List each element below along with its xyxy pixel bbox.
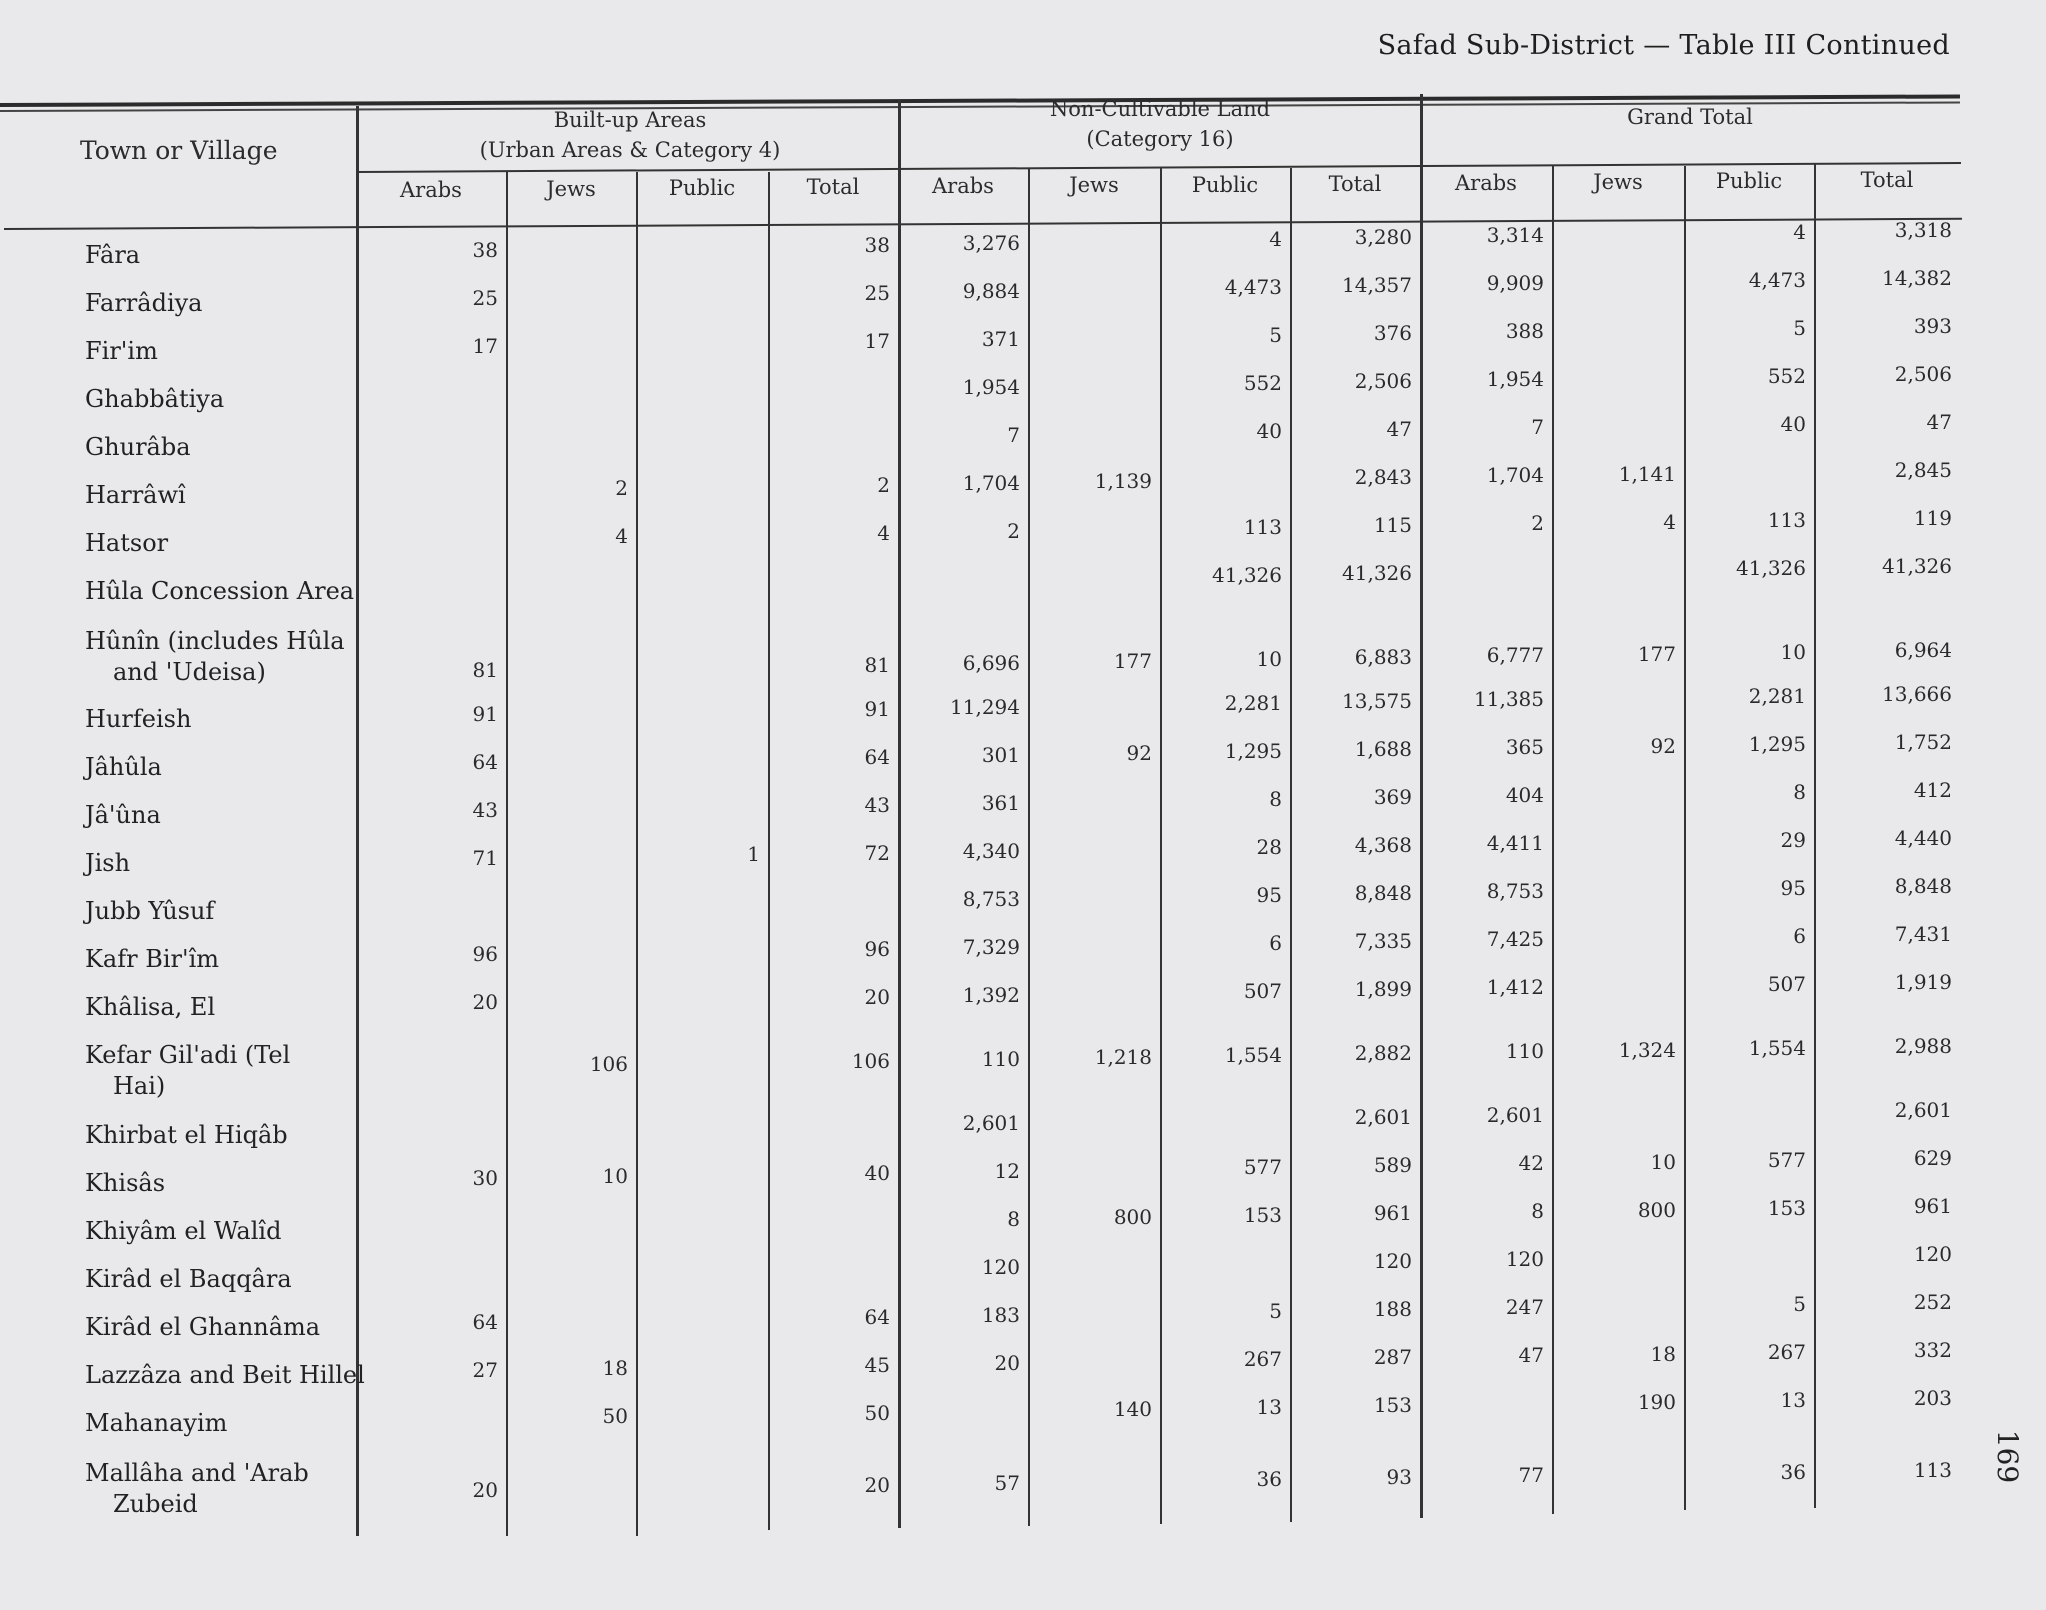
cell-built-up-total: 20 — [864, 1472, 890, 1497]
cell-non-cultivable-public: 113 — [1243, 515, 1282, 540]
cell-non-cultivable-public: 4,473 — [1224, 275, 1282, 300]
cell-built-up-total: 96 — [864, 936, 890, 961]
cell-non-cultivable-total: 115 — [1373, 513, 1412, 538]
cell-grand-total-arabs: 388 — [1505, 319, 1544, 344]
town-name-line1: Mallâha and 'Arab — [85, 1459, 309, 1487]
cell-grand-total-arabs: 1,704 — [1486, 463, 1544, 488]
town-name-line1: Kirâd el Ghannâma — [85, 1313, 321, 1341]
group-header-line1: Non-Cultivable Land — [1049, 97, 1271, 121]
cell-built-up-jews: 10 — [602, 1164, 628, 1189]
town-name — [85, 626, 375, 688]
cell-grand-total-total: 332 — [1913, 1338, 1952, 1362]
cell-built-up-arabs: 20 — [472, 1478, 498, 1502]
town-name-line1: Farrâdiya — [85, 289, 203, 317]
town-name-line1: Khiyâm el Walîd — [85, 1217, 282, 1245]
cell-non-cultivable-total: 3,280 — [1354, 225, 1412, 250]
cell-non-cultivable-total: 13,575 — [1342, 689, 1412, 714]
cell-grand-total-total: 629 — [1913, 1146, 1952, 1170]
cell-non-cultivable-total: 1,899 — [1354, 977, 1412, 1002]
cell-grand-total-total: 6,964 — [1894, 638, 1952, 662]
cell-grand-total-jews: 1,141 — [1618, 461, 1676, 486]
cell-grand-total-arabs: 42 — [1518, 1151, 1544, 1176]
town-name-line1: Hûnîn (includes Hûla — [85, 627, 345, 655]
cell-grand-total-jews: 800 — [1637, 1197, 1676, 1222]
town-name — [85, 240, 375, 271]
cell-non-cultivable-total: 369 — [1373, 785, 1412, 810]
town-name-line1: Hatsor — [85, 529, 169, 557]
cell-grand-total-total: 252 — [1913, 1290, 1952, 1314]
cell-grand-total-public: 2,281 — [1748, 683, 1806, 708]
cell-grand-total-arabs: 120 — [1505, 1247, 1544, 1272]
cell-non-cultivable-public: 8 — [1269, 787, 1282, 812]
cell-grand-total-total: 203 — [1913, 1386, 1952, 1410]
cell-grand-total-public: 552 — [1767, 363, 1806, 388]
cell-non-cultivable-total: 47 — [1386, 417, 1412, 442]
cell-grand-total-total: 8,848 — [1894, 874, 1952, 898]
cell-non-cultivable-public: 41,326 — [1212, 563, 1282, 588]
subheader-public: Public — [1191, 172, 1259, 197]
town-name — [85, 576, 375, 607]
group-header-line2: (Category 16) — [1086, 127, 1234, 151]
cell-grand-total-public: 6 — [1793, 923, 1806, 948]
town-name — [85, 432, 375, 463]
cell-grand-total-jews: 177 — [1637, 641, 1676, 666]
cell-built-up-jews: 106 — [589, 1052, 628, 1077]
cell-non-cultivable-arabs: 120 — [981, 1254, 1020, 1279]
cell-non-cultivable-total: 14,357 — [1342, 273, 1412, 298]
cell-non-cultivable-total: 961 — [1373, 1201, 1412, 1226]
cell-non-cultivable-arabs: 7,329 — [962, 934, 1020, 959]
town-name — [85, 1458, 375, 1520]
cell-grand-total-public: 4,473 — [1748, 267, 1806, 292]
cell-non-cultivable-public: 13 — [1256, 1395, 1282, 1420]
cell-built-up-total: 43 — [864, 792, 890, 817]
cell-non-cultivable-public: 267 — [1243, 1347, 1282, 1372]
column-divider — [898, 100, 901, 1528]
cell-grand-total-arabs: 7,425 — [1486, 927, 1544, 952]
cell-grand-total-total: 4,440 — [1894, 826, 1952, 850]
cell-grand-total-public: 1,554 — [1748, 1035, 1806, 1060]
town-name-line1: Ghabbâtiya — [85, 385, 225, 413]
cell-grand-total-arabs: 247 — [1505, 1295, 1544, 1320]
cell-non-cultivable-arabs: 8 — [1007, 1206, 1020, 1231]
cell-built-up-jews: 18 — [602, 1356, 628, 1381]
town-name — [85, 848, 375, 879]
cell-built-up-arabs: 43 — [472, 798, 498, 822]
town-name — [85, 992, 375, 1023]
town-name — [85, 1408, 375, 1439]
group-header-line2: (Urban Areas & Category 4) — [479, 138, 781, 162]
cell-non-cultivable-arabs: 3,276 — [962, 230, 1020, 255]
cell-non-cultivable-arabs: 7 — [1007, 422, 1020, 447]
cell-non-cultivable-total: 8,848 — [1354, 881, 1412, 906]
cell-grand-total-public: 113 — [1767, 507, 1806, 532]
subheader-arabs: Arabs — [932, 174, 994, 199]
cell-grand-total-jews: 190 — [1637, 1389, 1676, 1414]
cell-non-cultivable-arabs: 371 — [981, 326, 1020, 351]
town-name — [85, 336, 375, 367]
cell-grand-total-total: 412 — [1913, 778, 1952, 802]
cell-non-cultivable-total: 2,601 — [1354, 1105, 1412, 1130]
subheader-jews: Jews — [1593, 169, 1643, 194]
town-name-line2: and 'Udeisa) — [113, 658, 266, 686]
cell-grand-total-arabs: 8 — [1531, 1199, 1544, 1224]
subheader-total: Total — [1860, 168, 1914, 192]
cell-non-cultivable-total: 2,843 — [1354, 465, 1412, 490]
cell-grand-total-arabs: 1,954 — [1486, 367, 1544, 392]
cell-non-cultivable-arabs: 12 — [994, 1158, 1020, 1183]
cell-built-up-jews: 2 — [615, 476, 628, 501]
cell-non-cultivable-public: 40 — [1256, 419, 1282, 444]
town-name-line1: Lazzâza and Beit Hillel — [85, 1361, 365, 1389]
cell-built-up-total: 20 — [864, 984, 890, 1009]
cell-non-cultivable-arabs: 57 — [994, 1470, 1020, 1495]
cell-non-cultivable-public: 5 — [1269, 323, 1282, 348]
cell-built-up-arabs: 96 — [472, 942, 498, 966]
cell-built-up-arabs: 25 — [472, 286, 498, 310]
group-header-grand-total — [1420, 102, 1960, 132]
cell-grand-total-total: 3,318 — [1894, 218, 1952, 242]
cell-grand-total-total: 2,506 — [1894, 362, 1952, 386]
cell-non-cultivable-jews: 92 — [1126, 740, 1152, 765]
cell-grand-total-arabs: 47 — [1518, 1343, 1544, 1368]
town-name-line2: Hai) — [113, 1072, 166, 1100]
subheader-arabs: Arabs — [1455, 170, 1517, 195]
cell-built-up-total: 2 — [877, 472, 890, 497]
cell-grand-total-arabs: 365 — [1505, 735, 1544, 760]
town-name-line1: Mahanayim — [85, 1409, 228, 1437]
cell-grand-total-total: 2,988 — [1894, 1034, 1952, 1058]
cell-grand-total-jews: 4 — [1663, 509, 1676, 534]
cell-non-cultivable-public: 552 — [1243, 371, 1282, 396]
town-name — [85, 480, 375, 511]
subheader-total: Total — [1328, 171, 1382, 196]
cell-built-up-arabs: 81 — [472, 658, 498, 682]
cell-built-up-arabs: 20 — [472, 990, 498, 1014]
cell-non-cultivable-total: 41,326 — [1342, 561, 1412, 586]
group-header-built-up — [360, 105, 900, 165]
cell-grand-total-public: 13 — [1780, 1387, 1806, 1412]
town-name-line1: Jubb Yûsuf — [85, 897, 215, 925]
header-bottom-rule — [4, 218, 1962, 230]
cell-grand-total-public: 8 — [1793, 779, 1806, 804]
cell-non-cultivable-arabs: 183 — [981, 1302, 1020, 1327]
cell-non-cultivable-arabs: 11,294 — [950, 694, 1020, 719]
town-name-line1: Khâlisa, El — [85, 993, 216, 1021]
cell-grand-total-total: 119 — [1913, 506, 1952, 530]
cell-grand-total-arabs: 404 — [1505, 783, 1544, 808]
column-divider — [636, 172, 638, 1536]
cell-built-up-arabs: 30 — [472, 1166, 498, 1190]
cell-grand-total-arabs: 2,601 — [1486, 1103, 1544, 1128]
cell-built-up-total: 72 — [864, 840, 890, 865]
cell-grand-total-jews: 92 — [1650, 733, 1676, 758]
cell-grand-total-total: 7,431 — [1894, 922, 1952, 946]
cell-grand-total-arabs: 1,412 — [1486, 975, 1544, 1000]
cell-grand-total-total: 961 — [1913, 1194, 1952, 1218]
town-name-line1: Harrâwî — [85, 481, 186, 509]
town-name — [85, 944, 375, 975]
cell-grand-total-arabs: 3,314 — [1486, 223, 1544, 248]
town-name-line1: Ghurâba — [85, 433, 191, 461]
cell-grand-total-total: 1,919 — [1894, 970, 1952, 994]
cell-grand-total-total: 2,845 — [1894, 458, 1952, 482]
cell-non-cultivable-jews: 800 — [1113, 1204, 1152, 1229]
cell-built-up-total: 64 — [864, 1304, 890, 1329]
cell-grand-total-total: 113 — [1913, 1458, 1952, 1482]
cell-grand-total-arabs: 8,753 — [1486, 879, 1544, 904]
town-name-line2: Zubeid — [113, 1490, 198, 1518]
cell-non-cultivable-total: 287 — [1373, 1345, 1412, 1370]
cell-non-cultivable-total: 188 — [1373, 1297, 1412, 1322]
cell-grand-total-total: 47 — [1926, 410, 1952, 434]
cell-built-up-arabs: 64 — [472, 1310, 498, 1334]
town-name-line1: Fâra — [85, 241, 141, 269]
cell-non-cultivable-total: 1,688 — [1354, 737, 1412, 762]
cell-grand-total-total: 2,601 — [1894, 1098, 1952, 1122]
cell-grand-total-total: 14,382 — [1882, 266, 1952, 290]
cell-grand-total-total: 13,666 — [1882, 682, 1952, 706]
cell-built-up-arabs: 64 — [472, 750, 498, 774]
town-name-line1: Kafr Bir'îm — [85, 945, 220, 973]
cell-grand-total-total: 41,326 — [1882, 554, 1952, 578]
cell-built-up-jews: 4 — [615, 524, 628, 549]
town-name — [85, 528, 375, 559]
column-divider — [1420, 94, 1423, 1518]
town-name — [85, 1120, 375, 1151]
cell-non-cultivable-public: 6 — [1269, 931, 1282, 956]
cell-grand-total-public: 1,295 — [1748, 731, 1806, 756]
cell-non-cultivable-public: 2,281 — [1224, 691, 1282, 716]
town-name-line1: Khirbat el Hiqâb — [85, 1121, 288, 1149]
cell-non-cultivable-total: 589 — [1373, 1153, 1412, 1178]
cell-grand-total-public: 5 — [1793, 1291, 1806, 1316]
cell-non-cultivable-total: 6,883 — [1354, 645, 1412, 670]
cell-built-up-jews: 50 — [602, 1404, 628, 1429]
group-header-line1: Grand Total — [1627, 105, 1753, 129]
cell-non-cultivable-public: 507 — [1243, 979, 1282, 1004]
cell-non-cultivable-arabs: 1,392 — [962, 982, 1020, 1007]
town-name-line1: Hurfeish — [85, 705, 192, 733]
cell-grand-total-arabs: 11,385 — [1474, 687, 1544, 712]
cell-grand-total-public: 95 — [1780, 875, 1806, 900]
cell-grand-total-arabs: 110 — [1505, 1039, 1544, 1064]
column-divider — [506, 172, 508, 1536]
cell-built-up-total: 64 — [864, 744, 890, 769]
cell-non-cultivable-total: 7,335 — [1354, 929, 1412, 954]
cell-built-up-total: 4 — [877, 520, 890, 545]
cell-non-cultivable-arabs: 1,954 — [962, 374, 1020, 399]
cell-grand-total-public: 41,326 — [1736, 555, 1806, 580]
column-divider — [1028, 168, 1030, 1526]
town-name-line1: Khisâs — [85, 1169, 166, 1197]
cell-grand-total-arabs: 6,777 — [1486, 643, 1544, 668]
cell-grand-total-public: 10 — [1780, 639, 1806, 664]
subheader-public: Public — [668, 176, 736, 201]
cell-non-cultivable-jews: 140 — [1113, 1396, 1152, 1421]
cell-non-cultivable-public: 1,295 — [1224, 739, 1282, 764]
cell-built-up-total: 50 — [864, 1400, 890, 1425]
town-name — [85, 1264, 375, 1295]
cell-non-cultivable-arabs: 20 — [994, 1350, 1020, 1375]
town-name — [85, 1168, 375, 1199]
cell-non-cultivable-arabs: 8,753 — [962, 886, 1020, 911]
column-divider — [1160, 168, 1162, 1524]
subheader-jews: Jews — [546, 177, 596, 202]
cell-grand-total-total: 393 — [1913, 314, 1952, 338]
town-name — [85, 288, 375, 319]
town-name-line1: Hûla Concession Area — [85, 577, 355, 605]
town-name — [85, 384, 375, 415]
cell-non-cultivable-arabs: 2 — [1007, 518, 1020, 543]
cell-non-cultivable-public: 28 — [1256, 835, 1282, 860]
cell-grand-total-jews: 1,324 — [1618, 1037, 1676, 1062]
cell-built-up-arabs: 38 — [472, 238, 498, 262]
cell-grand-total-arabs: 2 — [1531, 511, 1544, 536]
cell-grand-total-jews: 10 — [1650, 1149, 1676, 1174]
cell-non-cultivable-arabs: 2,601 — [962, 1110, 1020, 1135]
cell-grand-total-total: 1,752 — [1894, 730, 1952, 754]
column-divider — [1290, 168, 1292, 1522]
cell-built-up-total: 38 — [864, 232, 890, 257]
subheader-total: Total — [806, 175, 860, 200]
cell-grand-total-public: 29 — [1780, 827, 1806, 852]
cell-grand-total-public: 153 — [1767, 1195, 1806, 1220]
town-name — [85, 896, 375, 927]
cell-non-cultivable-total: 2,506 — [1354, 369, 1412, 394]
cell-grand-total-public: 267 — [1767, 1339, 1806, 1364]
cell-built-up-arabs: 17 — [472, 334, 498, 358]
cell-grand-total-public: 36 — [1780, 1459, 1806, 1484]
town-name — [85, 1312, 375, 1343]
page-title: Safad Sub-District — Table III Continued — [1377, 30, 1950, 61]
group-header-line1: Built-up Areas — [553, 108, 707, 132]
cell-built-up-total: 25 — [864, 280, 890, 305]
cell-non-cultivable-total: 376 — [1373, 321, 1412, 346]
cell-non-cultivable-arabs: 1,704 — [962, 470, 1020, 495]
cell-built-up-public: 1 — [747, 842, 760, 867]
column-divider — [1552, 166, 1554, 1514]
subheader-public: Public — [1715, 168, 1783, 193]
cell-grand-total-arabs: 4,411 — [1486, 831, 1544, 856]
town-name-line1: Jâhûla — [85, 753, 162, 781]
column-divider — [1814, 164, 1816, 1508]
cell-grand-total-public: 5 — [1793, 315, 1806, 340]
subheader-jews: Jews — [1069, 173, 1119, 198]
cell-grand-total-arabs: 9,909 — [1486, 271, 1544, 296]
cell-built-up-total: 106 — [851, 1048, 890, 1073]
cell-non-cultivable-public: 36 — [1256, 1467, 1282, 1492]
cell-non-cultivable-total: 2,882 — [1354, 1041, 1412, 1066]
town-name — [85, 1040, 375, 1102]
cell-grand-total-public: 40 — [1780, 411, 1806, 436]
cell-non-cultivable-total: 4,368 — [1354, 833, 1412, 858]
cell-built-up-total: 17 — [864, 328, 890, 353]
town-name — [85, 800, 375, 831]
cell-built-up-total: 45 — [864, 1352, 890, 1377]
cell-non-cultivable-public: 577 — [1243, 1155, 1282, 1180]
cell-non-cultivable-public: 5 — [1269, 1299, 1282, 1324]
cell-non-cultivable-arabs: 6,696 — [962, 650, 1020, 675]
town-name-line1: Jish — [85, 849, 131, 877]
cell-built-up-total: 81 — [864, 652, 890, 677]
cell-non-cultivable-jews: 1,139 — [1094, 468, 1152, 493]
cell-non-cultivable-arabs: 4,340 — [962, 838, 1020, 863]
town-column-header: Town or Village — [80, 136, 278, 165]
cell-non-cultivable-arabs: 110 — [981, 1046, 1020, 1071]
subheader-arabs: Arabs — [400, 178, 462, 202]
cell-non-cultivable-public: 4 — [1269, 227, 1282, 252]
cell-built-up-total: 91 — [864, 696, 890, 721]
cell-built-up-arabs: 91 — [472, 702, 498, 726]
group-header-non-cultivable — [900, 94, 1420, 154]
town-name-line1: Kefar Gil'adi (Tel — [85, 1041, 291, 1069]
town-name — [85, 1360, 375, 1391]
cell-non-cultivable-arabs: 9,884 — [962, 278, 1020, 303]
cell-grand-total-total: 120 — [1913, 1242, 1952, 1266]
town-name — [85, 704, 375, 735]
cell-non-cultivable-public: 95 — [1256, 883, 1282, 908]
cell-built-up-arabs: 71 — [472, 846, 498, 870]
town-name-line1: Kirâd el Baqqâra — [85, 1265, 292, 1293]
cell-grand-total-arabs: 77 — [1518, 1463, 1544, 1488]
page-number: 169 — [1990, 1429, 2024, 1484]
cell-non-cultivable-public: 1,554 — [1224, 1043, 1282, 1068]
cell-non-cultivable-public: 153 — [1243, 1203, 1282, 1228]
cell-built-up-arabs: 27 — [472, 1358, 498, 1382]
cell-built-up-total: 40 — [864, 1160, 890, 1185]
cell-grand-total-public: 507 — [1767, 971, 1806, 996]
column-divider — [768, 172, 770, 1530]
cell-non-cultivable-arabs: 361 — [981, 790, 1020, 815]
town-name — [85, 752, 375, 783]
cell-non-cultivable-jews: 177 — [1113, 648, 1152, 673]
cell-grand-total-jews: 18 — [1650, 1341, 1676, 1366]
cell-grand-total-public: 4 — [1793, 219, 1806, 244]
cell-non-cultivable-jews: 1,218 — [1094, 1044, 1152, 1069]
town-name — [85, 1216, 375, 1247]
column-divider — [1684, 166, 1686, 1510]
cell-non-cultivable-arabs: 301 — [981, 742, 1020, 767]
cell-non-cultivable-total: 120 — [1373, 1249, 1412, 1274]
cell-non-cultivable-public: 10 — [1256, 647, 1282, 672]
cell-grand-total-public: 577 — [1767, 1147, 1806, 1172]
town-name-line1: Jâ'ûna — [85, 801, 161, 829]
cell-non-cultivable-total: 153 — [1373, 1393, 1412, 1418]
town-name-line1: Fir'im — [85, 337, 158, 365]
cell-non-cultivable-total: 93 — [1386, 1465, 1412, 1490]
cell-grand-total-arabs: 7 — [1531, 415, 1544, 440]
